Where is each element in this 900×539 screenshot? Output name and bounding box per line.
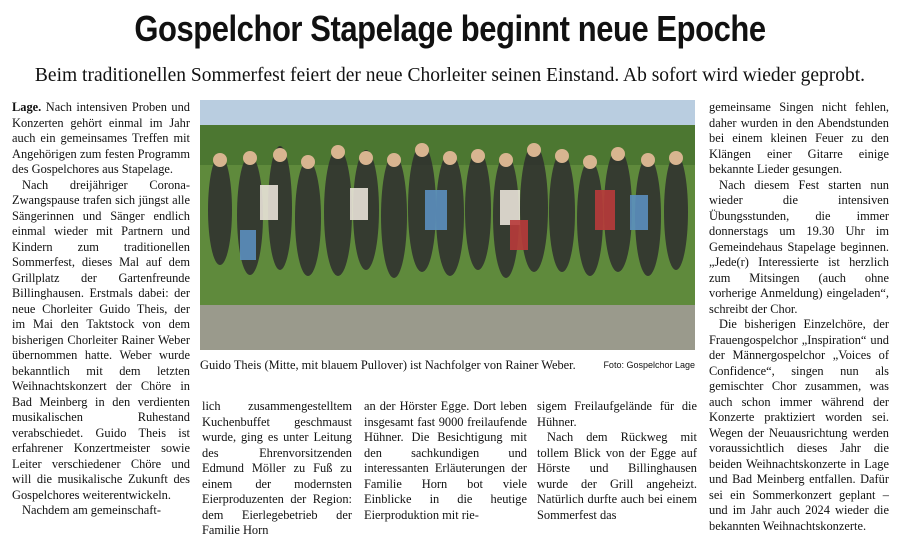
- photo-caption-row: [200, 358, 695, 373]
- photo-caption: Guido Theis (Mitte, mit blauem Pullover) ist Nachfolger von Rainer Weber.: [200, 358, 576, 372]
- paragraph-6: sigem Freilaufgelände für die Hühner.: [537, 399, 697, 429]
- paragraph-9: Nach diesem Fest starten nun wieder die intensiven Übungsstunden, die immer donnerstags um 19.30 Uhr im Gemeindehaus Stapelage beginnen. „Jede(r) Interessierte ist herzlich zum Mitsingen (auch ohne vorherige Anmeldung) eingeladen“, schreibt der Chor.: [709, 177, 889, 316]
- paragraph-2: Nach dreijähriger Corona-Zwangspause trafen sich jüngst alle Sängerinnen und Sänger endlich einmal wieder mit Partnern und Kindern zum traditionellen Sommerfest, dieses Mal auf dem Grillplatz der Gartenfreunde Billinghausen. Erstmals dabei: der neue Chorleiter Guido Theis, der im Mai den Taktstock von dem bisherigen Chorleiter Rainer Weber übernommen hatte. Weber wurde bekanntlich mit dem letzten Weihnachtskonzert der Chöre in Bad Meinberg in den verdienten musikalischen Ruhestand verabschiedet. Guido Theis ist erfahrener Konzertmeister sowie Leiter verschiedener Chöre und will die musikalische Zukunft des Gospelchores weiterentwickeln.: [12, 177, 190, 502]
- paragraph-10: Die bisherigen Einzelchöre, der Frauengospelchor „Inspiration“ und der Männergospelchor „Voices of Confidence“, singen nun als gemischter Chor zusammen, was auch schon immer während der Konzerte praktiziert worden sei. Wegen der Neuausrichtung werden voraussichtlich dieses Jahr die beiden Weihnachtskonzerte in Lage und Bad Meinberg entfallen. Dafür sei ein Sommerkonzert geplant – und im Jahr auch 2024 wieder die bekannten Weihnachtskonzerte.: [709, 317, 889, 533]
- article-column-5: [709, 100, 889, 534]
- paragraph-1: [12, 100, 190, 178]
- subheadline: Beim traditionellen Sommerfest feiert der neue Chorleiter seinen Einstand. Ab sofort wird wieder geprobt.: [34, 65, 866, 86]
- photo-credit: Foto: Gospelchor Lage: [603, 360, 695, 370]
- article-column-4: [537, 399, 697, 523]
- dateline: Lage.: [12, 100, 42, 114]
- paragraph-4: lich zusammengestelltem Kuchenbuffet geschmaust wurde, ging es unter Leitung des Ehrenvorsitzenden Edmund Möller zu Fuß zu einem der modernsten Eierproduzenten der Region: dem Eierlegebetrieb der Familie Horn: [202, 399, 352, 537]
- paragraph-1-text: Nach intensiven Proben und Konzerten gehört einmal im Jahr auch ein gemeinsames Treffen mit Angehörigen zum festen Programm des Gospelchores aus Stapelage.: [12, 100, 190, 176]
- paragraph-8: gemeinsame Singen nicht fehlen, daher wurden in den Abendstunden bei einem kleinen Feuer zu den Klängen einer Gitarre einige bekannte Lieder gesungen.: [709, 100, 889, 176]
- paragraph-5: an der Hörster Egge. Dort leben insgesamt fast 9000 freilaufende Hühner. Die Besichtigung mit den sachkundigen und interessanten Erläuterungen der Familie Horn bot viele Einblicke in die heutige Eierproduktion mit rie-: [364, 399, 527, 522]
- paragraph-7: Nach dem Rückweg mit tollem Blick von der Egge auf Hörste und Billinghausen wurde der Grill angeheizt. Natürlich durfte auch bei einem Sommerfest das: [537, 430, 697, 522]
- headline: Gospelchor Stapelage beginnt neue Epoche: [134, 8, 766, 49]
- group-photo-image: [200, 100, 695, 350]
- paragraph-3: Nachdem am gemeinschaft-: [22, 503, 161, 517]
- article-column-3: [364, 399, 527, 523]
- article-column-1: [12, 100, 190, 519]
- group-photo: [200, 100, 695, 350]
- article-column-2: [202, 399, 352, 539]
